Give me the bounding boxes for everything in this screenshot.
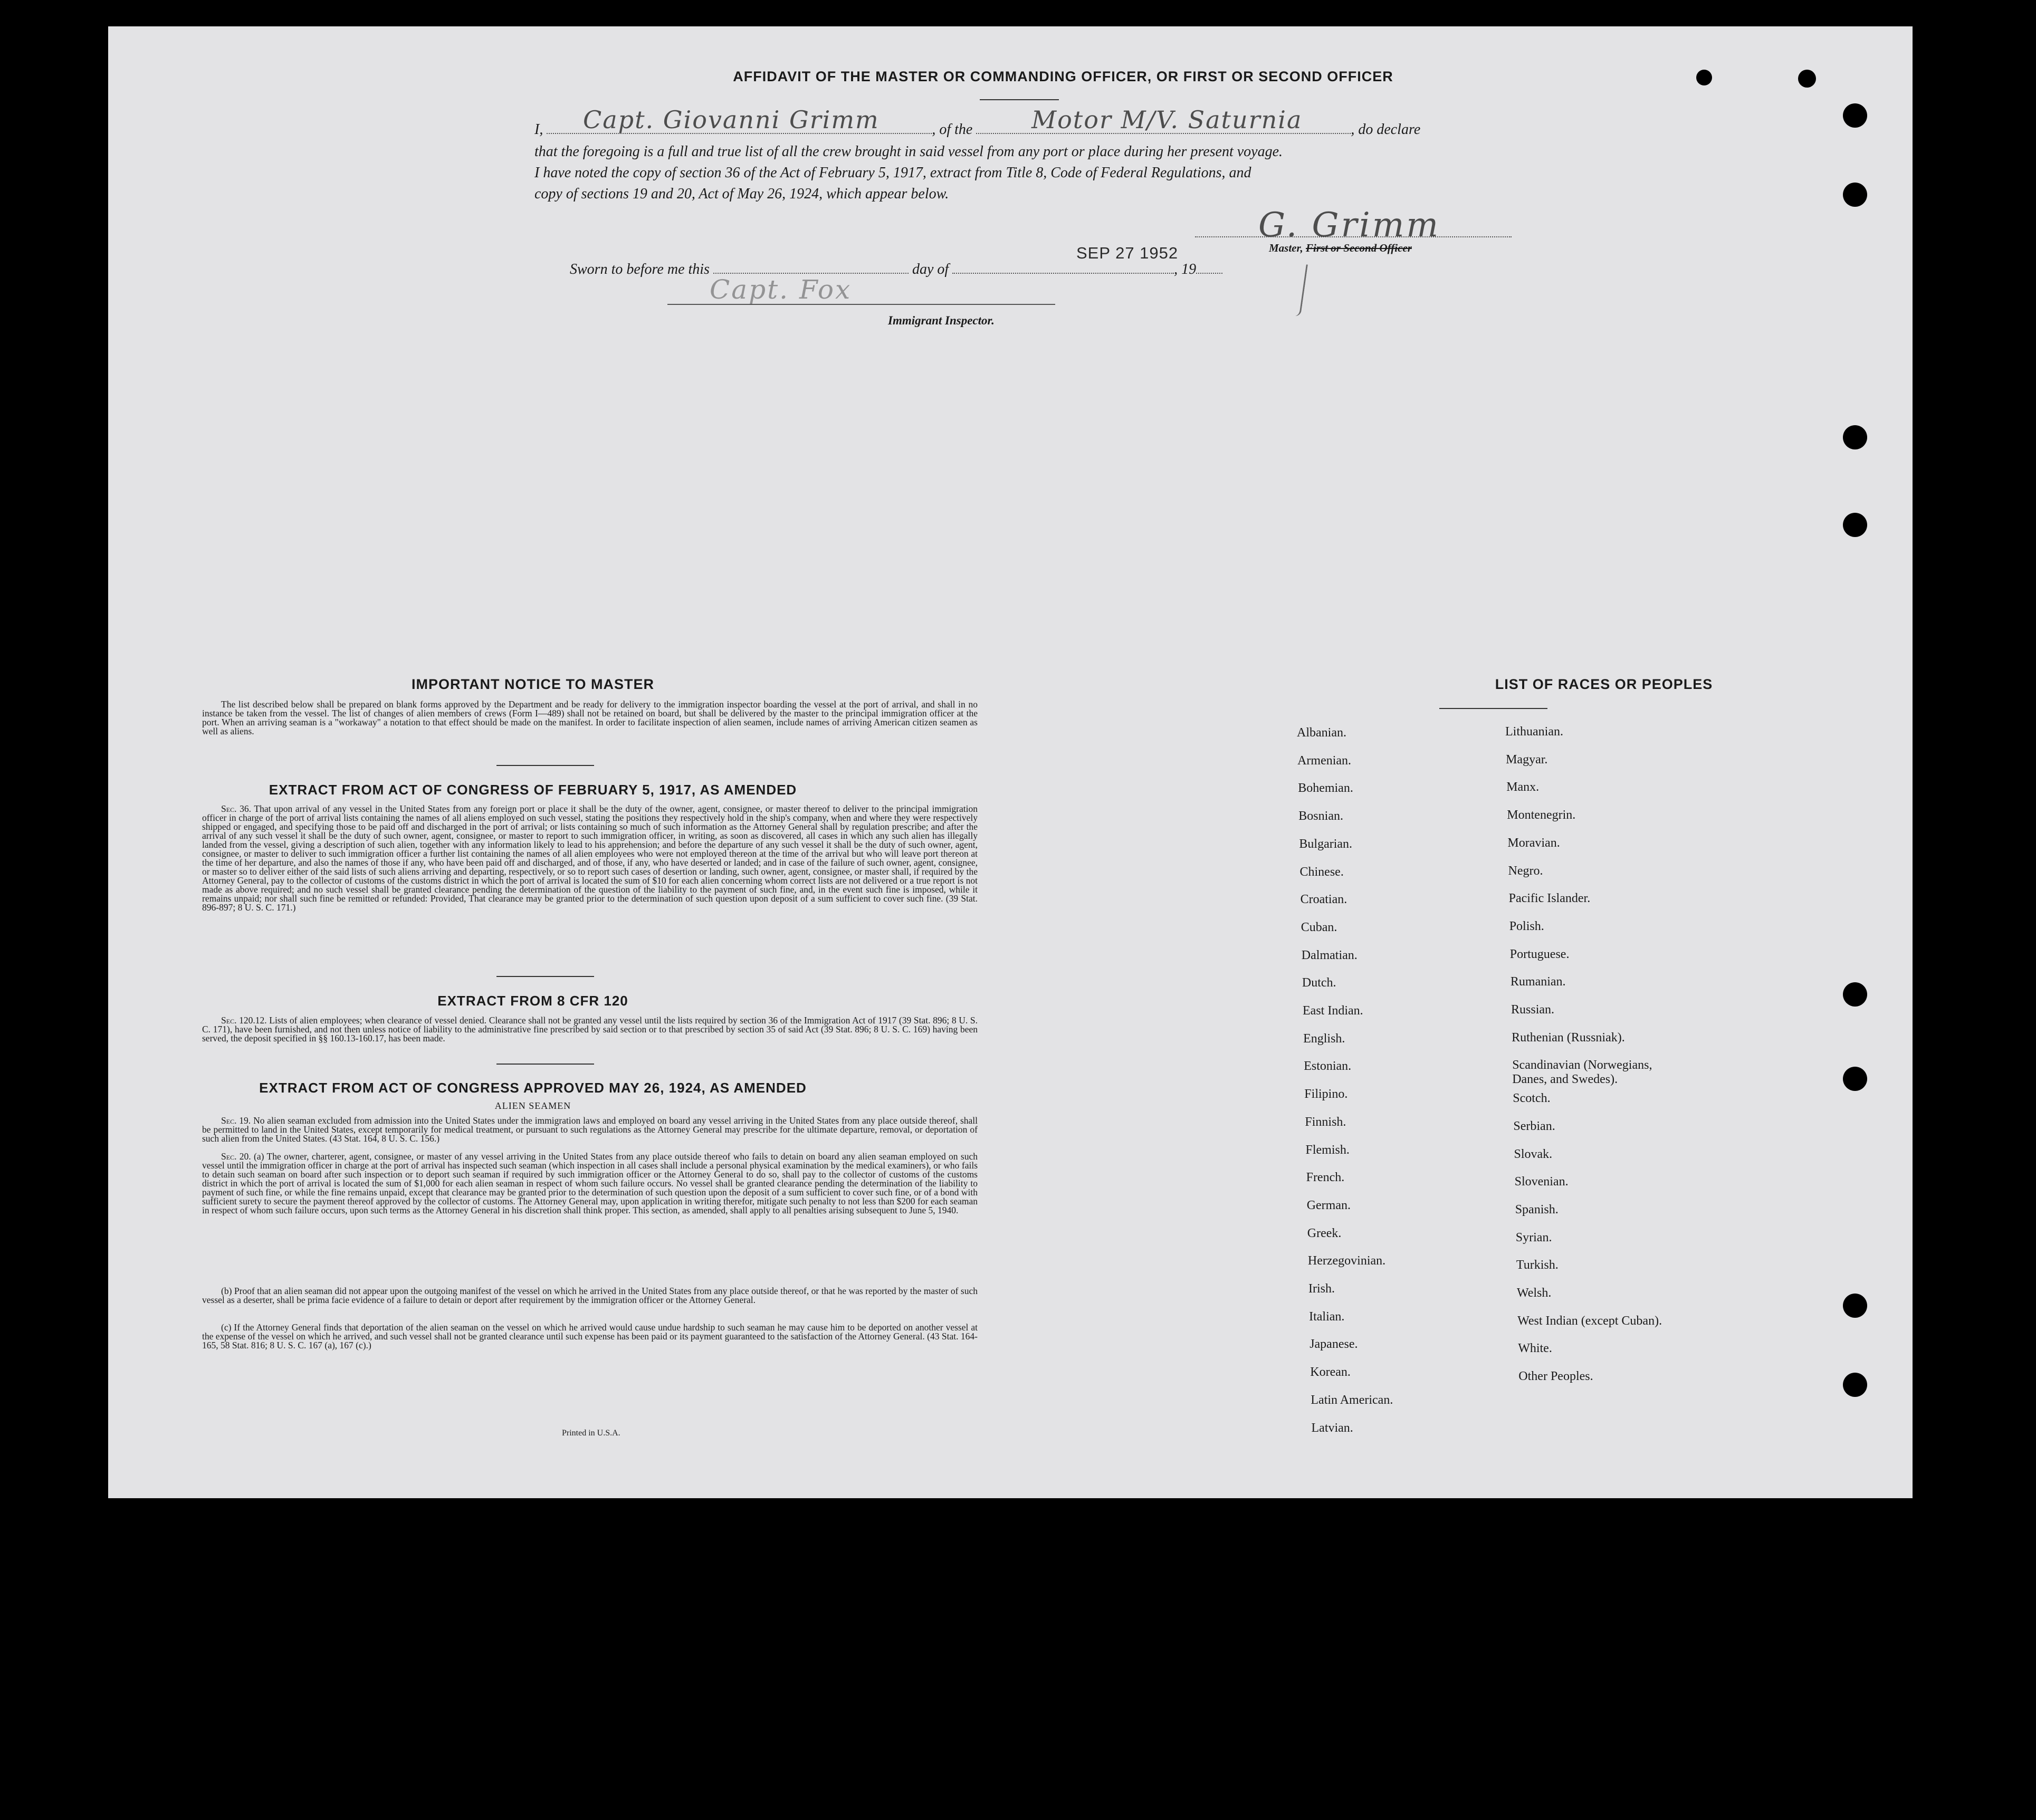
race-item: Bosnian. <box>1298 809 1343 823</box>
race-item: Japanese. <box>1309 1337 1358 1352</box>
race-item: Greek. <box>1307 1226 1342 1240</box>
inspector-caption: Immigrant Inspector. <box>888 314 995 327</box>
punch-hole <box>1798 70 1816 88</box>
races-title: LIST OF RACES OR PEOPLES <box>1495 676 1713 692</box>
notice-text: The list described below shall be prepared on blank forms approved by the Department and be ready for delivery to the immigration inspector boarding the vessel at the port of arrival, and shall in no instance be taken from the vessel. The list of changes of alien members of crews (Form I—489) shall not be retained on board, but shall be delivered by the master to the principal immigration officer at the port. When an arriving seaman is a "workaway" a notation to that effect should be made on the manifest. In order to facilitate inspection of alien seamen, include names of arriving American citizen seamen as well as aliens. <box>202 699 978 736</box>
punch-hole <box>1696 70 1712 85</box>
race-item: Russian. <box>1511 1003 1555 1017</box>
race-item: Manx. <box>1506 780 1540 794</box>
race-item: Bulgarian. <box>1299 837 1353 851</box>
extract-1924-subtitle: ALIEN SEAMEN <box>494 1100 571 1111</box>
extract-1924-sec20c: (c) If the Attorney General finds that deportation of the alien seaman on the vessel on which he arrived would cause undue hardship to such seaman he may cause him to be deported on another vessel at the expense of the vessel on which he arrived, and such vessel shall not be granted clearance until such expense has been paid or its payment guaranteed to the satisfaction of the Attorney General. (43 Stat. 164-165, 58 Stat. 816; 8 U. S. C. 167 (a), 167 (c).) <box>202 1322 978 1350</box>
affidavit-line-1: I, , of the , do declare <box>534 121 1421 138</box>
section-rule <box>496 765 594 766</box>
signature-flourish <box>1292 263 1308 317</box>
race-item: East Indian. <box>1303 1004 1363 1018</box>
race-item: West Indian (except Cuban). <box>1517 1314 1662 1328</box>
race-item: Croatian. <box>1300 893 1347 907</box>
race-item: Slovenian. <box>1514 1175 1569 1189</box>
affidavit-line-3: I have noted the copy of section 36 of the Act of February 5, 1917, extract from Title 8, Code of Federal Regulations, and <box>534 165 1251 181</box>
race-item: Polish. <box>1509 919 1544 933</box>
master-signature: G. Grimm <box>1258 206 1441 245</box>
extract-1917-title: EXTRACT FROM ACT OF CONGRESS OF FEBRUARY 5, 1917, AS AMENDED <box>269 782 797 798</box>
race-item: Armenian. <box>1297 753 1352 768</box>
race-item: Syrian. <box>1515 1230 1552 1244</box>
race-item: English. <box>1303 1031 1345 1046</box>
race-item: Flemish. <box>1305 1143 1350 1157</box>
race-item: Dalmatian. <box>1301 948 1358 962</box>
extract-1924-sec20a: Sec. 20. (a) The owner, charterer, agent, consignee, or master of any vessel arriving in the United States from any place outside thereof who fails to detain on board any alien seaman employed on such vessel until the immigration officer in charge at the port of arrival has inspected such seaman (which inspection in all cases shall include a personal physical examination by the medical examiners), or who fails to detain such seaman on board after such inspection or to deport such seaman if required by such immigration officer or the Attorney General to do so, shall pay to the collector of customs of the customs district in which the port of arrival is located the sum of $1,000 for each alien seaman in respect of whom such failure occurs. No vessel shall be granted clearance pending the determination of the liability to payment of such fine, or while the fine remains unpaid, except that clearance may be granted prior to the determination of such question upon the deposit of a sum sufficient to cover such fine, or of a bond with sufficient surety to secure the payment thereof approved by the collector of customs. The Attorney General may, upon application in writing therefor, mitigate such penalty to not less than $200 for each seaman in respect of whom such failure occurs, upon such terms as the Attorney General in his discretion shall think proper. This section, as amended, shall apply to all penalties arising subsequent to June 5, 1940. <box>202 1151 978 1215</box>
race-item: French. <box>1306 1171 1345 1185</box>
race-item: Turkish. <box>1516 1258 1559 1272</box>
race-item: Moravian. <box>1507 836 1560 850</box>
race-item: Other Peoples. <box>1518 1369 1593 1384</box>
race-item: Estonian. <box>1304 1059 1352 1074</box>
sworn-line: Sworn to before me this day of , 19 <box>570 261 1222 278</box>
race-item: Dutch. <box>1302 976 1336 990</box>
date-stamp: SEP 27 1952 <box>1076 244 1179 262</box>
punch-hole <box>1843 183 1867 207</box>
race-item: Chinese. <box>1299 865 1344 879</box>
race-item: Ruthenian (Russniak). <box>1512 1030 1625 1045</box>
race-item: Irish. <box>1308 1282 1335 1296</box>
inspector-signature: Capt. Fox <box>710 274 852 305</box>
race-item: Portuguese. <box>1509 947 1570 961</box>
punch-hole <box>1843 425 1867 449</box>
race-item: Herzegovinian. <box>1307 1254 1386 1268</box>
affidavit-line-4: copy of sections 19 and 20, Act of May 26, 1924, which appear below. <box>534 186 949 202</box>
affidavit-title: AFFIDAVIT OF THE MASTER OR COMMANDING OFFICER, OR FIRST OR SECOND OFFICER <box>733 69 1393 84</box>
punch-hole <box>1843 1067 1867 1091</box>
extract-8cfr-text: Sec. 120.12. Lists of alien employees; when clearance of vessel denied. Clearance shall not be granted any vessel until the lists required by section 36 of the Immigration Act of 1917 (39 Stat. 896; 8 U. S. C. 171), have been furnished, and not then unless notice of liability to the administrative fine prescribed by said section or to that prescribed by section 35 of said Act (39 Stat. 896; 8 U. S. C. 169) having been served, the deposit specified in §§ 160.13-160.17, has been made. <box>202 1015 978 1043</box>
affidavit-line-2: that the foregoing is a full and true list of all the crew brought in said vessel from any port or place during her present voyage. <box>534 143 1283 160</box>
extract-1924-title: EXTRACT FROM ACT OF CONGRESS APPROVED MAY 26, 1924, AS AMENDED <box>259 1080 807 1096</box>
race-item: Pacific Islander. <box>1508 892 1591 906</box>
race-item: Spanish. <box>1515 1202 1559 1216</box>
punch-hole <box>1843 103 1867 128</box>
extract-1924-sec19: Sec. 19. No alien seaman excluded from admission into the United States under the immigration laws and employed on board any vessel arriving in the United States from any place outside thereof, shall be permitted to land in the United States, except temporarily for medical treatment, or pursuant to such regulations as the Attorney General may prescribe for the ultimate departure, removal, or deportation of such alien from the United States. (43 Stat. 164, 8 U. S. C. 156.) <box>202 1115 978 1144</box>
races-rule <box>1439 708 1547 709</box>
race-item: Latin American. <box>1311 1393 1393 1407</box>
race-item: Filipino. <box>1304 1087 1348 1101</box>
section-rule <box>496 976 594 977</box>
race-item: Slovak. <box>1514 1147 1553 1161</box>
notice-title: IMPORTANT NOTICE TO MASTER <box>412 676 654 692</box>
race-item: Serbian. <box>1513 1119 1555 1133</box>
race-item: Italian. <box>1309 1309 1345 1324</box>
race-item: Scotch. <box>1513 1091 1551 1106</box>
extract-1917-text: Sec. 36. That upon arrival of any vessel in the United States from any foreign port or place it shall be the duty of the owner, agent, consignee, or master thereof to deliver to the principal immigration officer in charge of the port of arrival lists containing the names of all aliens employed on such vessel, stating the positions they respectively hold in the ship's company, when and where they were respectively shipped or engaged, and specifying those to be paid off and discharged in the port of arrival; or lists containing so much of such information as the Attorney General shall by regulation prescribe; and after the arrival of any such vessel it shall be the duty of such owner, agent, consignee, or master to report to such immigration officer, in writing, as soon as discovered, all cases in which any such alien has illegally landed from the vessel, giving a description of such alien, together with any information likely to lead to his apprehension; and before the departure of any such vessel it shall be the duty of such owner, agent, consignee, or master to deliver to such immigration officer a further list containing the names of all alien employees who were not employed thereon at the time of the arrival but who will leave port thereon at the time of her departure, and also the names of those if any, who have been paid off and discharged, and of those, if any, who have deserted or landed; and in case of the failure of such owner, agent, consignee, or master so to deliver either of the said lists of such aliens arriving and departing, respectively, or so to report such cases of desertion or landing, such owner, agent, consignee, or master shall, if required by the Attorney General, pay to the collector of customs of the customs district in which the port of arrival is located the sum of $10 for each alien concerning whom correct lists are not delivered or a true report is not made as above required; and no such vessel shall be granted clearance pending the determination of the question of the liability to the payment of such fine, and, in the event such fine is imposed, while it remains unpaid; nor shall such fine be remitted or refunded: Provided, That clearance may be granted prior to the determination of such question upon deposit of a sum sufficient to cover such fine. (39 Stat. 896-897; 8 U. S. C. 171.) <box>202 803 978 913</box>
extract-8cfr-title: EXTRACT FROM 8 CFR 120 <box>437 993 628 1009</box>
title-rule <box>980 99 1059 100</box>
race-item: Scandinavian (Norwegians, Danes, and Swedes). <box>1512 1058 1652 1087</box>
master-caption: Master, First or Second Officer <box>1269 242 1412 254</box>
race-item: Korean. <box>1310 1365 1351 1380</box>
race-item: Welsh. <box>1517 1286 1552 1300</box>
race-item: Magyar. <box>1506 752 1548 767</box>
master-name-handwritten: Capt. Giovanni Grimm <box>583 106 880 134</box>
punch-hole <box>1843 513 1867 537</box>
printed-in-usa: Printed in U.S.A. <box>562 1429 620 1438</box>
extract-1924-sec20b: (b) Proof that an alien seaman did not appear upon the outgoing manifest of the vessel on which he arrived in the United States from any place outside thereof, or that he was reported by the master of such vessel as a deserter, shall be prima facie evidence of a failure to detain or deport after requirement by the immigration officer or the Attorney General. <box>202 1286 978 1305</box>
document-page <box>108 26 1913 1498</box>
race-item: Cuban. <box>1301 920 1337 934</box>
race-item: Albanian. <box>1297 726 1346 740</box>
race-item: Finnish. <box>1305 1115 1346 1129</box>
section-rule <box>496 1064 594 1065</box>
race-item: Negro. <box>1508 864 1543 878</box>
race-item: Montenegrin. <box>1507 808 1576 822</box>
punch-hole <box>1843 982 1867 1007</box>
punch-hole <box>1843 1373 1867 1397</box>
race-item: Lithuanian. <box>1505 725 1563 739</box>
race-item: Latvian. <box>1311 1421 1353 1435</box>
punch-hole <box>1843 1294 1867 1318</box>
race-item: Rumanian. <box>1510 975 1566 989</box>
race-item: Bohemian. <box>1298 781 1353 796</box>
vessel-name-handwritten: Motor M/V. Saturnia <box>1031 106 1303 134</box>
race-item: White. <box>1518 1342 1552 1356</box>
race-item: German. <box>1306 1198 1351 1212</box>
